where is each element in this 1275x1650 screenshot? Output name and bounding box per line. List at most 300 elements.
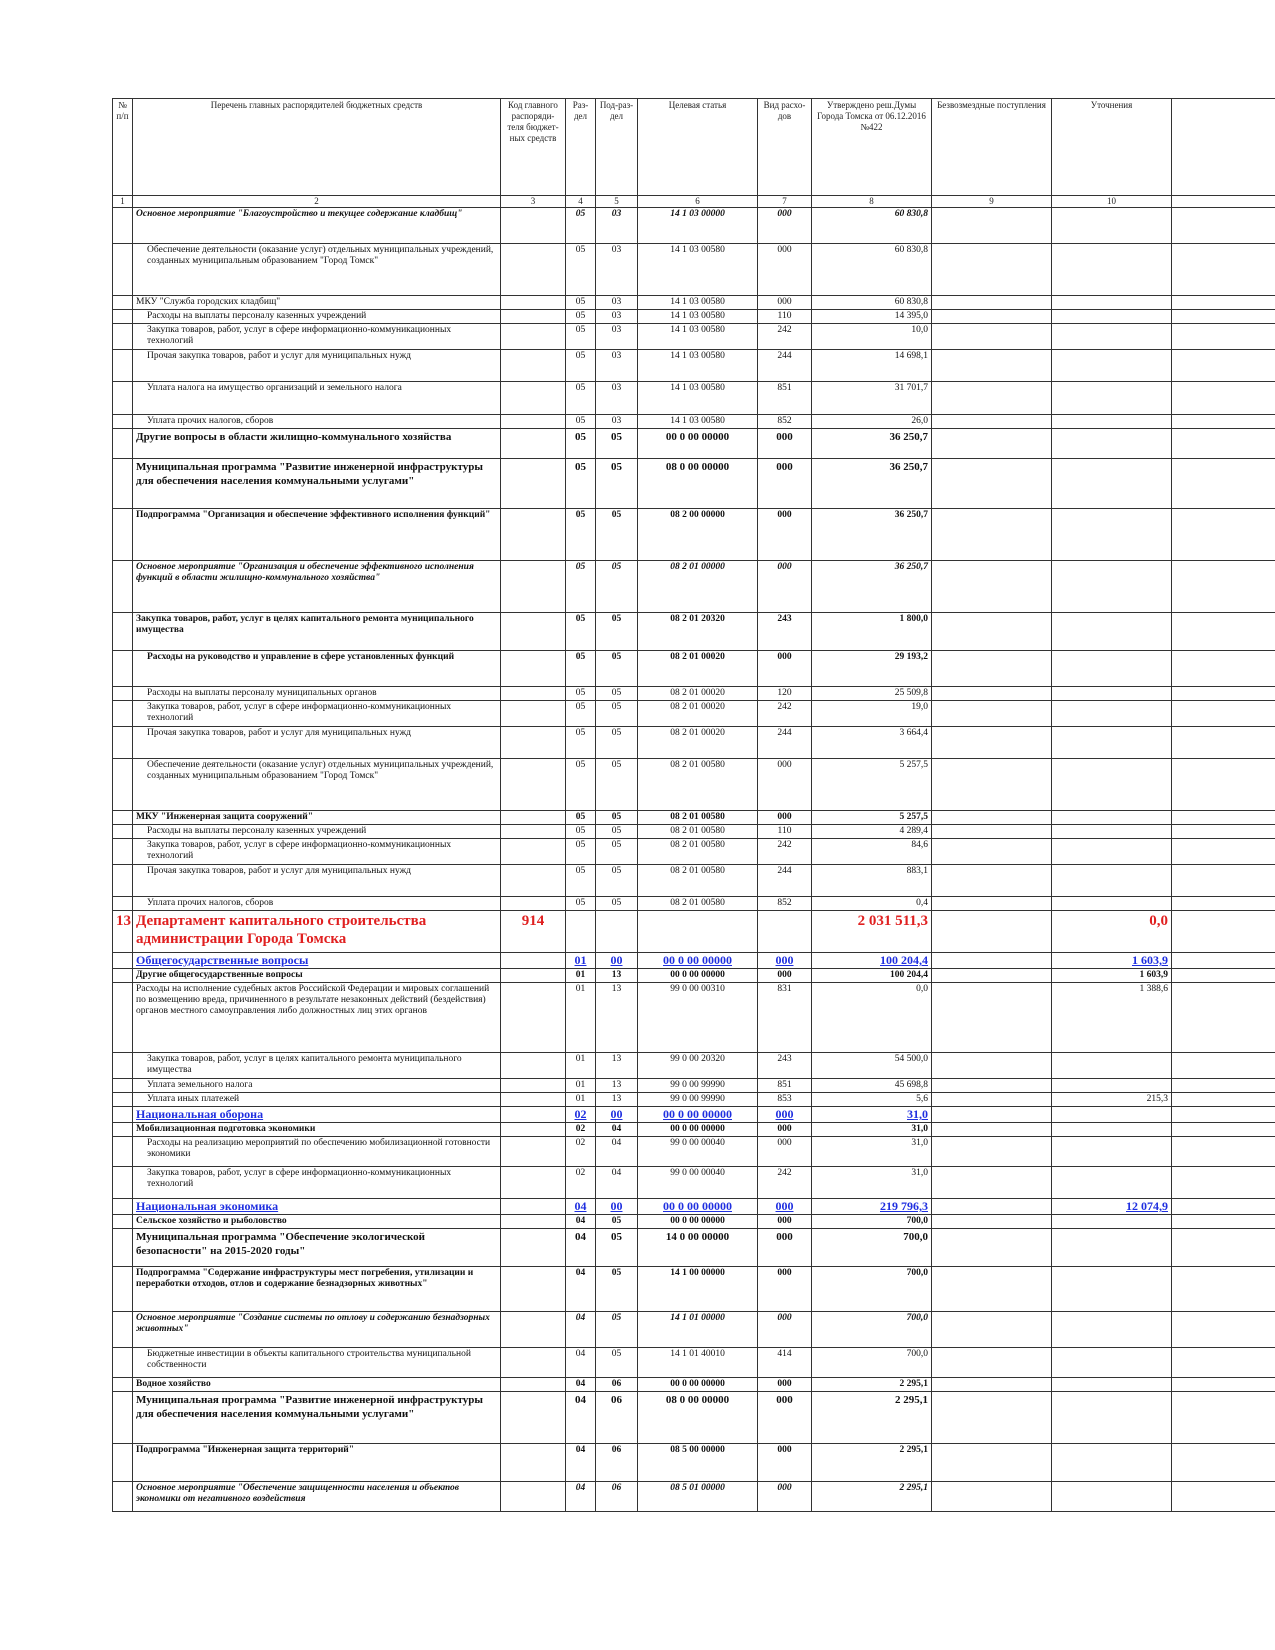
row-expense-type: 000 bbox=[758, 969, 812, 983]
row-razdel: 01 bbox=[566, 1079, 596, 1093]
row-razdel: 05 bbox=[566, 350, 596, 382]
row-expense-type: 000 bbox=[758, 509, 812, 561]
row-grants bbox=[932, 811, 1052, 825]
row-corrections bbox=[1052, 1137, 1172, 1167]
row-code bbox=[501, 561, 566, 613]
row-corrections bbox=[1052, 415, 1172, 429]
row-razdel: 05 bbox=[566, 811, 596, 825]
row-corrections bbox=[1052, 727, 1172, 759]
row-grants bbox=[932, 651, 1052, 687]
row-podrazdel: 05 bbox=[596, 1229, 638, 1267]
header-col-num: № п/п bbox=[113, 99, 133, 196]
row-number bbox=[113, 897, 133, 911]
row-name: Общегосударственные вопросы bbox=[133, 953, 501, 969]
row-expense-type: 414 bbox=[758, 1348, 812, 1378]
row-grants bbox=[932, 865, 1052, 897]
row-approved-amount: 2 295,1 bbox=[812, 1378, 932, 1392]
row-extra bbox=[1172, 759, 1275, 811]
row-expense-type: 000 bbox=[758, 1107, 812, 1123]
row-number bbox=[113, 1137, 133, 1167]
row-approved-amount: 5 257,5 bbox=[812, 759, 932, 811]
row-grants bbox=[932, 825, 1052, 839]
row-razdel: 05 bbox=[566, 415, 596, 429]
row-podrazdel: 13 bbox=[596, 1053, 638, 1079]
row-expense-type: 120 bbox=[758, 687, 812, 701]
row-expense-type: 244 bbox=[758, 865, 812, 897]
row-name: Департамент капитального строительства администрации Города Томска bbox=[133, 911, 501, 953]
table-row bbox=[113, 687, 1275, 701]
row-name: Муниципальная программа "Обеспечение экологической безопасности" на 2015-2020 годы" bbox=[133, 1229, 501, 1267]
row-razdel: 05 bbox=[566, 459, 596, 509]
row-grants bbox=[932, 415, 1052, 429]
row-name: Закупка товаров, работ, услуг в сфере информационно-коммуникационных технологий bbox=[133, 1167, 501, 1199]
row-approved-amount: 31 701,7 bbox=[812, 382, 932, 415]
row-grants bbox=[932, 244, 1052, 296]
row-podrazdel: 05 bbox=[596, 865, 638, 897]
row-target-article: 08 2 01 00020 bbox=[638, 687, 758, 701]
row-name: Уплата земельного налога bbox=[133, 1079, 501, 1093]
row-grants bbox=[932, 429, 1052, 459]
row-corrections bbox=[1052, 701, 1172, 727]
row-podrazdel: 00 bbox=[596, 1107, 638, 1123]
row-name: Сельское хозяйство и рыболовство bbox=[133, 1215, 501, 1229]
header-col-razdel: Раз-дел bbox=[566, 99, 596, 196]
row-expense-type: 000 bbox=[758, 1137, 812, 1167]
table-row bbox=[113, 1079, 1275, 1093]
row-podrazdel: 03 bbox=[596, 350, 638, 382]
row-corrections: 1 603,9 bbox=[1052, 969, 1172, 983]
row-podrazdel: 05 bbox=[596, 839, 638, 865]
row-approved-amount: 36 250,7 bbox=[812, 561, 932, 613]
row-code bbox=[501, 651, 566, 687]
row-number bbox=[113, 296, 133, 310]
row-razdel: 05 bbox=[566, 208, 596, 244]
table-row bbox=[113, 865, 1275, 897]
row-extra bbox=[1172, 244, 1275, 296]
row-corrections bbox=[1052, 459, 1172, 509]
row-extra bbox=[1172, 701, 1275, 727]
row-podrazdel bbox=[596, 911, 638, 953]
table-row bbox=[113, 1229, 1275, 1267]
header-col-grants: Безвозмездные поступления bbox=[932, 99, 1052, 196]
row-expense-type: 110 bbox=[758, 310, 812, 324]
row-grants bbox=[932, 1079, 1052, 1093]
row-name: Расходы на реализацию мероприятий по обеспечению мобилизационной готовности экономики bbox=[133, 1137, 501, 1167]
header-row bbox=[113, 99, 1275, 196]
row-approved-amount: 14 698,1 bbox=[812, 350, 932, 382]
row-podrazdel: 05 bbox=[596, 429, 638, 459]
row-razdel: 01 bbox=[566, 983, 596, 1053]
row-razdel: 02 bbox=[566, 1107, 596, 1123]
row-number bbox=[113, 415, 133, 429]
header-col-podrazdel: Под-раз-дел bbox=[596, 99, 638, 196]
row-name: Уплата налога на имущество организаций и земельного налога bbox=[133, 382, 501, 415]
row-grants bbox=[932, 208, 1052, 244]
row-name: Национальная экономика bbox=[133, 1199, 501, 1215]
row-extra bbox=[1172, 839, 1275, 865]
row-name: Закупка товаров, работ, услуг в сфере информационно-коммуникационных технологий bbox=[133, 839, 501, 865]
row-expense-type: 000 bbox=[758, 1229, 812, 1267]
row-target-article: 08 2 00 00000 bbox=[638, 509, 758, 561]
row-grants bbox=[932, 350, 1052, 382]
row-podrazdel: 05 bbox=[596, 459, 638, 509]
row-extra bbox=[1172, 310, 1275, 324]
row-code bbox=[501, 687, 566, 701]
row-target-article: 00 0 00 00000 bbox=[638, 953, 758, 969]
row-number bbox=[113, 350, 133, 382]
row-code bbox=[501, 1229, 566, 1267]
row-podrazdel: 05 bbox=[596, 561, 638, 613]
row-target-article bbox=[638, 911, 758, 953]
row-number bbox=[113, 1079, 133, 1093]
row-podrazdel: 13 bbox=[596, 1093, 638, 1107]
row-razdel: 05 bbox=[566, 613, 596, 651]
row-extra bbox=[1172, 865, 1275, 897]
row-expense-type: 000 bbox=[758, 459, 812, 509]
row-number bbox=[113, 208, 133, 244]
row-razdel: 04 bbox=[566, 1199, 596, 1215]
row-expense-type: 000 bbox=[758, 1215, 812, 1229]
row-expense-type: 000 bbox=[758, 759, 812, 811]
row-extra bbox=[1172, 687, 1275, 701]
row-name: Расходы на выплаты персоналу казенных учреждений bbox=[133, 310, 501, 324]
row-approved-amount: 31,0 bbox=[812, 1123, 932, 1137]
row-code bbox=[501, 1392, 566, 1444]
row-corrections bbox=[1052, 897, 1172, 911]
row-code bbox=[501, 727, 566, 759]
row-code bbox=[501, 415, 566, 429]
row-razdel: 01 bbox=[566, 969, 596, 983]
row-number bbox=[113, 1093, 133, 1107]
row-name: Подпрограмма "Инженерная защита территорий" bbox=[133, 1444, 501, 1482]
row-podrazdel: 04 bbox=[596, 1123, 638, 1137]
row-target-article: 08 5 01 00000 bbox=[638, 1482, 758, 1512]
row-number bbox=[113, 953, 133, 969]
row-corrections bbox=[1052, 1392, 1172, 1444]
row-podrazdel: 05 bbox=[596, 1215, 638, 1229]
col-number: 4 bbox=[566, 196, 596, 208]
row-code bbox=[501, 208, 566, 244]
row-corrections bbox=[1052, 1167, 1172, 1199]
col-number: 5 bbox=[596, 196, 638, 208]
row-number bbox=[113, 865, 133, 897]
row-razdel: 05 bbox=[566, 701, 596, 727]
row-expense-type: 851 bbox=[758, 382, 812, 415]
row-number bbox=[113, 1267, 133, 1312]
row-number bbox=[113, 1107, 133, 1123]
row-target-article: 14 1 01 00000 bbox=[638, 1312, 758, 1348]
row-expense-type: 000 bbox=[758, 1392, 812, 1444]
table-row bbox=[113, 459, 1275, 509]
row-extra bbox=[1172, 324, 1275, 350]
row-corrections: 1 603,9 bbox=[1052, 953, 1172, 969]
row-extra bbox=[1172, 561, 1275, 613]
row-expense-type: 110 bbox=[758, 825, 812, 839]
row-grants bbox=[932, 1392, 1052, 1444]
row-extra bbox=[1172, 983, 1275, 1053]
row-code bbox=[501, 1312, 566, 1348]
row-extra bbox=[1172, 1137, 1275, 1167]
row-expense-type: 000 bbox=[758, 811, 812, 825]
row-number bbox=[113, 1482, 133, 1512]
row-code bbox=[501, 382, 566, 415]
row-podrazdel: 06 bbox=[596, 1378, 638, 1392]
table-row bbox=[113, 1123, 1275, 1137]
row-code bbox=[501, 1199, 566, 1215]
row-grants bbox=[932, 324, 1052, 350]
row-target-article: 14 1 03 00580 bbox=[638, 415, 758, 429]
row-approved-amount: 5,6 bbox=[812, 1093, 932, 1107]
row-approved-amount: 36 250,7 bbox=[812, 509, 932, 561]
row-name: Расходы на исполнение судебных актов Российской Федерации и мировых соглашений по возмещению вреда, причиненного в результате незаконных действий (бездействия) органов местного самоуправления либо должностных лиц этих органов bbox=[133, 983, 501, 1053]
row-name: Другие вопросы в области жилищно-коммунального хозяйства bbox=[133, 429, 501, 459]
row-name: Другие общегосударственные вопросы bbox=[133, 969, 501, 983]
row-podrazdel: 06 bbox=[596, 1444, 638, 1482]
row-number: 13 bbox=[113, 911, 133, 953]
row-razdel: 05 bbox=[566, 825, 596, 839]
row-number bbox=[113, 727, 133, 759]
row-name: Водное хозяйство bbox=[133, 1378, 501, 1392]
row-target-article: 14 1 03 00580 bbox=[638, 296, 758, 310]
row-podrazdel: 05 bbox=[596, 651, 638, 687]
row-approved-amount: 700,0 bbox=[812, 1348, 932, 1378]
row-target-article: 14 1 03 00580 bbox=[638, 244, 758, 296]
row-grants bbox=[932, 1229, 1052, 1267]
row-podrazdel: 04 bbox=[596, 1167, 638, 1199]
table-row bbox=[113, 825, 1275, 839]
row-podrazdel: 05 bbox=[596, 897, 638, 911]
row-number bbox=[113, 1348, 133, 1378]
row-code bbox=[501, 1079, 566, 1093]
row-number bbox=[113, 429, 133, 459]
row-code bbox=[501, 324, 566, 350]
row-razdel: 05 bbox=[566, 382, 596, 415]
row-grants bbox=[932, 1312, 1052, 1348]
row-podrazdel: 13 bbox=[596, 1079, 638, 1093]
row-expense-type: 000 bbox=[758, 1378, 812, 1392]
row-expense-type: 000 bbox=[758, 1482, 812, 1512]
table-row bbox=[113, 350, 1275, 382]
row-expense-type: 000 bbox=[758, 208, 812, 244]
row-name: Бюджетные инвестиции в объекты капитального строительства муниципальной собственности bbox=[133, 1348, 501, 1378]
row-approved-amount: 19,0 bbox=[812, 701, 932, 727]
row-target-article: 08 0 00 00000 bbox=[638, 459, 758, 509]
row-razdel: 05 bbox=[566, 429, 596, 459]
row-podrazdel: 04 bbox=[596, 1137, 638, 1167]
row-corrections bbox=[1052, 382, 1172, 415]
row-extra bbox=[1172, 651, 1275, 687]
table-row bbox=[113, 509, 1275, 561]
row-target-article: 00 0 00 00000 bbox=[638, 1123, 758, 1137]
row-expense-type: 000 bbox=[758, 561, 812, 613]
row-podrazdel: 05 bbox=[596, 687, 638, 701]
row-expense-type: 000 bbox=[758, 1199, 812, 1215]
row-corrections: 1 388,6 bbox=[1052, 983, 1172, 1053]
row-name: Обеспечение деятельности (оказание услуг) отдельных муниципальных учреждений, созданных муниципальным образованием "Город Томск" bbox=[133, 759, 501, 811]
row-target-article: 08 2 01 00580 bbox=[638, 811, 758, 825]
row-extra bbox=[1172, 509, 1275, 561]
row-name: Прочая закупка товаров, работ и услуг для муниципальных нужд bbox=[133, 350, 501, 382]
row-podrazdel: 13 bbox=[596, 983, 638, 1053]
row-approved-amount: 883,1 bbox=[812, 865, 932, 897]
row-target-article: 99 0 00 20320 bbox=[638, 1053, 758, 1079]
row-approved-amount: 60 830,8 bbox=[812, 296, 932, 310]
row-approved-amount: 700,0 bbox=[812, 1312, 932, 1348]
row-number bbox=[113, 509, 133, 561]
row-podrazdel: 03 bbox=[596, 415, 638, 429]
row-name: Муниципальная программа "Развитие инженерной инфраструктуры для обеспечения населения коммунальными услугами" bbox=[133, 1392, 501, 1444]
row-podrazdel: 00 bbox=[596, 1199, 638, 1215]
row-number bbox=[113, 1199, 133, 1215]
row-expense-type: 852 bbox=[758, 415, 812, 429]
row-name: Обеспечение деятельности (оказание услуг) отдельных муниципальных учреждений, созданных муниципальным образованием "Город Томск" bbox=[133, 244, 501, 296]
row-code bbox=[501, 1137, 566, 1167]
col-number: 1 bbox=[113, 196, 133, 208]
row-grants bbox=[932, 1093, 1052, 1107]
row-extra bbox=[1172, 1215, 1275, 1229]
row-approved-amount: 31,0 bbox=[812, 1167, 932, 1199]
row-target-article: 99 0 00 00040 bbox=[638, 1137, 758, 1167]
row-code bbox=[501, 759, 566, 811]
row-corrections bbox=[1052, 811, 1172, 825]
row-target-article: 08 2 01 20320 bbox=[638, 613, 758, 651]
row-razdel bbox=[566, 911, 596, 953]
row-target-article: 08 2 01 00580 bbox=[638, 897, 758, 911]
row-podrazdel: 05 bbox=[596, 509, 638, 561]
row-extra bbox=[1172, 296, 1275, 310]
table-row bbox=[113, 1444, 1275, 1482]
row-grants bbox=[932, 296, 1052, 310]
row-expense-type: 852 bbox=[758, 897, 812, 911]
row-razdel: 02 bbox=[566, 1123, 596, 1137]
row-corrections bbox=[1052, 1215, 1172, 1229]
row-razdel: 05 bbox=[566, 296, 596, 310]
row-number bbox=[113, 382, 133, 415]
row-grants bbox=[932, 727, 1052, 759]
table-row bbox=[113, 1167, 1275, 1199]
row-extra bbox=[1172, 897, 1275, 911]
row-expense-type: 242 bbox=[758, 701, 812, 727]
row-name: Закупка товаров, работ, услуг в целях капитального ремонта муниципального имущества bbox=[133, 613, 501, 651]
row-grants bbox=[932, 701, 1052, 727]
row-razdel: 04 bbox=[566, 1348, 596, 1378]
row-razdel: 05 bbox=[566, 759, 596, 811]
row-razdel: 05 bbox=[566, 509, 596, 561]
row-extra bbox=[1172, 1107, 1275, 1123]
row-corrections bbox=[1052, 1482, 1172, 1512]
row-extra bbox=[1172, 825, 1275, 839]
row-extra bbox=[1172, 459, 1275, 509]
row-razdel: 05 bbox=[566, 310, 596, 324]
row-expense-type: 242 bbox=[758, 839, 812, 865]
row-podrazdel: 03 bbox=[596, 296, 638, 310]
row-code bbox=[501, 1093, 566, 1107]
row-target-article: 14 1 03 00580 bbox=[638, 310, 758, 324]
table-row bbox=[113, 1267, 1275, 1312]
table-row bbox=[113, 1348, 1275, 1378]
row-podrazdel: 03 bbox=[596, 324, 638, 350]
table-row bbox=[113, 1107, 1275, 1123]
row-expense-type: 000 bbox=[758, 429, 812, 459]
row-approved-amount: 700,0 bbox=[812, 1229, 932, 1267]
row-grants bbox=[932, 1137, 1052, 1167]
row-code: 914 bbox=[501, 911, 566, 953]
row-corrections bbox=[1052, 839, 1172, 865]
row-grants bbox=[932, 1199, 1052, 1215]
row-podrazdel: 13 bbox=[596, 969, 638, 983]
row-code bbox=[501, 244, 566, 296]
row-expense-type: 243 bbox=[758, 613, 812, 651]
row-code bbox=[501, 296, 566, 310]
row-name: Муниципальная программа "Развитие инженерной инфраструктуры для обеспечения населения коммунальными услугами" bbox=[133, 459, 501, 509]
row-corrections bbox=[1052, 1267, 1172, 1312]
row-grants bbox=[932, 897, 1052, 911]
row-number bbox=[113, 969, 133, 983]
row-extra bbox=[1172, 1167, 1275, 1199]
row-corrections: 215,3 bbox=[1052, 1093, 1172, 1107]
row-razdel: 04 bbox=[566, 1378, 596, 1392]
row-approved-amount: 10,0 bbox=[812, 324, 932, 350]
row-target-article: 00 0 00 00000 bbox=[638, 1199, 758, 1215]
row-number bbox=[113, 1229, 133, 1267]
row-approved-amount: 14 395,0 bbox=[812, 310, 932, 324]
row-grants bbox=[932, 1348, 1052, 1378]
row-grants bbox=[932, 1444, 1052, 1482]
row-extra bbox=[1172, 350, 1275, 382]
row-code bbox=[501, 811, 566, 825]
row-expense-type: 000 bbox=[758, 1123, 812, 1137]
row-number bbox=[113, 687, 133, 701]
row-extra bbox=[1172, 1348, 1275, 1378]
row-name: Основное мероприятие "Обеспечение защищенности населения и объектов экономики от негативного воздействия bbox=[133, 1482, 501, 1512]
row-expense-type bbox=[758, 911, 812, 953]
row-extra bbox=[1172, 1392, 1275, 1444]
row-razdel: 04 bbox=[566, 1229, 596, 1267]
row-razdel: 05 bbox=[566, 727, 596, 759]
row-podrazdel: 03 bbox=[596, 208, 638, 244]
row-number bbox=[113, 701, 133, 727]
row-number bbox=[113, 1053, 133, 1079]
row-approved-amount: 36 250,7 bbox=[812, 429, 932, 459]
row-podrazdel: 05 bbox=[596, 727, 638, 759]
row-corrections bbox=[1052, 613, 1172, 651]
row-code bbox=[501, 429, 566, 459]
col-number: 3 bbox=[501, 196, 566, 208]
row-target-article: 08 0 00 00000 bbox=[638, 1392, 758, 1444]
row-number bbox=[113, 1123, 133, 1137]
row-extra bbox=[1172, 1229, 1275, 1267]
row-target-article: 00 0 00 00000 bbox=[638, 969, 758, 983]
table-row bbox=[113, 1053, 1275, 1079]
row-corrections: 12 074,9 bbox=[1052, 1199, 1172, 1215]
row-grants bbox=[932, 1215, 1052, 1229]
row-approved-amount: 45 698,8 bbox=[812, 1079, 932, 1093]
row-target-article: 08 2 01 00020 bbox=[638, 701, 758, 727]
row-extra bbox=[1172, 727, 1275, 759]
table-row bbox=[113, 415, 1275, 429]
header-col-code: Код главного распоряди-теля бюджет-ных средств bbox=[501, 99, 566, 196]
row-code bbox=[501, 839, 566, 865]
row-approved-amount: 1 800,0 bbox=[812, 613, 932, 651]
row-razdel: 04 bbox=[566, 1267, 596, 1312]
table-row bbox=[113, 1199, 1275, 1215]
row-corrections bbox=[1052, 350, 1172, 382]
row-code bbox=[501, 1378, 566, 1392]
row-code bbox=[501, 1444, 566, 1482]
row-code bbox=[501, 865, 566, 897]
table-body bbox=[113, 208, 1275, 1512]
col-number: 2 bbox=[133, 196, 501, 208]
